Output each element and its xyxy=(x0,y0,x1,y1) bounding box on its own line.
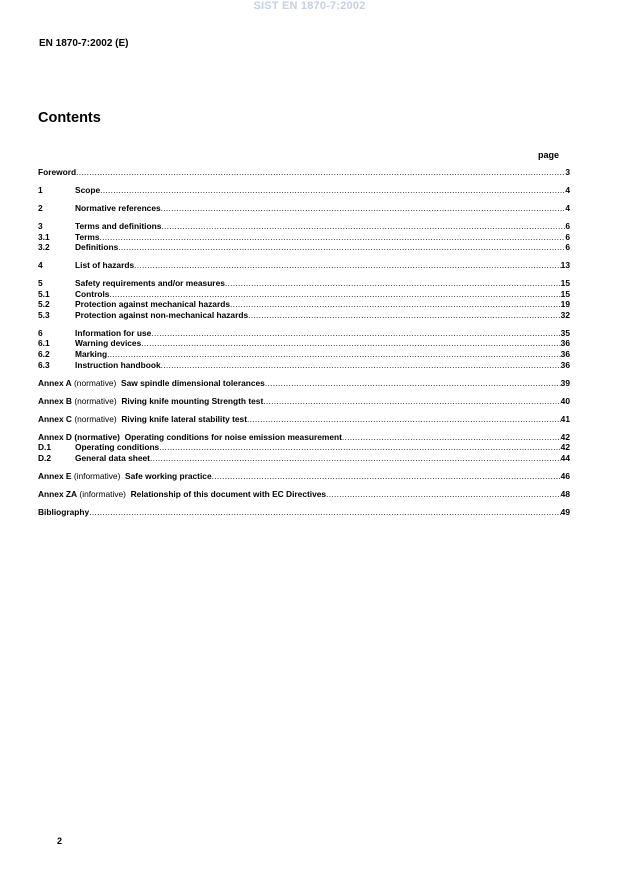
toc-entry-title: Warning devices xyxy=(75,338,142,349)
annex-label: Annex C xyxy=(38,413,72,424)
toc-entry-annex-b[interactable] xyxy=(38,396,570,407)
dot-leader xyxy=(342,432,561,443)
toc-entry-title: Definitions xyxy=(75,242,119,253)
toc-entry-safety-requirements[interactable] xyxy=(38,278,570,289)
toc-entry-number: 6.1 xyxy=(38,338,50,349)
toc-entry-page: 15 xyxy=(560,288,570,299)
dot-leader xyxy=(100,185,565,196)
dot-leader xyxy=(248,310,561,321)
toc-entry-title: Operating conditions xyxy=(75,442,160,453)
toc-entry-number: 6.3 xyxy=(38,359,50,370)
page-column-label: page xyxy=(538,150,560,160)
toc-entry-page: 44 xyxy=(560,452,570,463)
toc-entry-list-of-hazards[interactable] xyxy=(38,260,570,271)
toc-entry-page: 42 xyxy=(560,431,570,442)
toc-entry-title: Bibliography xyxy=(38,506,90,517)
dot-leader xyxy=(141,338,560,349)
toc-entry-title: Protection against mechanical hazards xyxy=(75,299,230,310)
toc-entry-number: 6.2 xyxy=(38,349,50,360)
annex-type: (informative) xyxy=(73,470,121,481)
toc-entry-non-mechanical-hazards[interactable] xyxy=(38,310,570,321)
toc-entry-page: 13 xyxy=(560,260,570,271)
toc-entry-number: 3 xyxy=(38,220,43,231)
toc-entry-title: Terms and definitions xyxy=(75,220,162,231)
toc-entry-title: Instruction handbook xyxy=(75,359,161,370)
annex-label: Annex D xyxy=(38,431,72,442)
dot-leader xyxy=(151,328,560,339)
toc-entry-terms-and-definitions[interactable] xyxy=(38,221,570,232)
toc-entry-page: 40 xyxy=(560,395,570,406)
toc-entry-page: 6 xyxy=(565,242,570,253)
toc-entry-warning-devices[interactable] xyxy=(38,338,570,349)
page-title: Contents xyxy=(38,110,101,126)
toc-entry-page: 36 xyxy=(560,359,570,370)
dot-leader xyxy=(109,289,560,300)
toc-entry-page: 42 xyxy=(560,442,570,453)
toc-entry-page: 4 xyxy=(565,202,570,213)
toc-entry-page: 46 xyxy=(560,470,570,481)
dot-leader xyxy=(76,167,565,178)
dot-leader xyxy=(100,232,566,243)
annex-label: Annex ZA xyxy=(38,488,78,499)
toc-entry-title: Safe working practice xyxy=(125,470,212,481)
toc-entry-number: D.2 xyxy=(38,452,52,463)
annex-type: (normative) xyxy=(74,395,117,406)
toc-entry-number: 3.1 xyxy=(38,231,50,242)
annex-type: (normative) xyxy=(74,431,120,442)
toc-entry-title: Information for use xyxy=(75,327,152,338)
toc-entry-marking[interactable] xyxy=(38,349,570,360)
toc-entry-page: 48 xyxy=(560,488,570,499)
toc-entry-page: 3 xyxy=(565,167,570,177)
page-number: 2 xyxy=(57,836,63,846)
table-of-contents xyxy=(38,167,570,517)
dot-leader xyxy=(150,453,561,464)
annex-label: Annex E xyxy=(38,470,72,481)
toc-entry-instruction-handbook[interactable] xyxy=(38,360,570,371)
toc-entry-title: Operating conditions for noise emission measurement xyxy=(124,431,342,442)
toc-entry-number: 1 xyxy=(38,184,43,195)
dot-leader xyxy=(263,396,560,407)
document-id: EN 1870-7:2002 (E) xyxy=(39,38,129,49)
toc-entry-page: 36 xyxy=(560,338,570,349)
toc-entry-page: 41 xyxy=(560,413,570,424)
toc-entry-mechanical-hazards[interactable] xyxy=(38,299,570,310)
toc-entry-annex-a[interactable] xyxy=(38,378,570,389)
toc-entry-number: 5.3 xyxy=(38,309,50,320)
toc-entry-bibliography[interactable] xyxy=(38,507,570,518)
toc-entry-page: 15 xyxy=(560,278,570,289)
toc-entry-foreword[interactable] xyxy=(38,167,570,178)
toc-entry-title: Riving knife lateral stability test xyxy=(121,413,247,424)
dot-leader xyxy=(225,278,561,289)
toc-entry-title: Relationship of this document with EC Directives xyxy=(130,488,327,499)
toc-entry-normative-references[interactable] xyxy=(38,203,570,214)
toc-entry-page: 19 xyxy=(560,299,570,310)
dot-leader xyxy=(161,360,561,371)
dot-leader xyxy=(161,203,566,214)
toc-entry-page: 4 xyxy=(565,184,570,195)
toc-entry-title: Normative references xyxy=(75,202,161,213)
toc-entry-title: List of hazards xyxy=(75,260,135,271)
dot-leader xyxy=(134,260,561,271)
dot-leader xyxy=(265,378,561,389)
toc-entry-title: Terms xyxy=(75,231,100,242)
toc-entry-title: Controls xyxy=(75,288,110,299)
toc-entry-information-for-use[interactable] xyxy=(38,328,570,339)
toc-entry-number: D.1 xyxy=(38,442,52,453)
dot-leader xyxy=(230,299,561,310)
toc-entry-title: Marking xyxy=(75,349,108,360)
watermark: SIST EN 1870-7:2002 xyxy=(253,0,366,12)
toc-entry-annex-e[interactable] xyxy=(38,471,570,482)
dot-leader xyxy=(89,507,560,518)
toc-entry-page: 39 xyxy=(560,377,570,388)
toc-entry-terms[interactable] xyxy=(38,232,570,243)
dot-leader xyxy=(118,242,565,253)
annex-type: (informative) xyxy=(79,488,126,499)
toc-entry-title: Riving knife mounting Strength test xyxy=(121,395,264,406)
toc-entry-page: 6 xyxy=(565,220,570,231)
toc-entry-page: 49 xyxy=(560,506,570,517)
toc-entry-page: 32 xyxy=(560,309,570,320)
toc-entry-title: Scope xyxy=(75,184,101,195)
annex-label: Annex A xyxy=(38,377,72,388)
toc-entry-number: 5.1 xyxy=(38,288,50,299)
annex-type: (normative) xyxy=(74,413,117,424)
toc-entry-title: Saw spindle dimensional tolerances xyxy=(121,377,265,388)
toc-entry-scope[interactable] xyxy=(38,185,570,196)
toc-entry-page: 35 xyxy=(560,327,570,338)
toc-entry-page: 36 xyxy=(560,349,570,360)
toc-entry-controls[interactable] xyxy=(38,289,570,300)
toc-entry-number: 5.2 xyxy=(38,299,50,310)
dot-leader xyxy=(247,414,561,425)
dot-leader xyxy=(107,349,561,360)
dot-leader xyxy=(159,442,560,453)
toc-entry-number: 5 xyxy=(38,278,43,289)
toc-entry-title: Foreword xyxy=(38,167,77,177)
toc-entry-number: 6 xyxy=(38,327,43,338)
dot-leader xyxy=(161,221,565,232)
toc-entry-operating-conditions[interactable] xyxy=(38,442,570,453)
annex-label: Annex B xyxy=(38,395,72,406)
toc-entry-title: Protection against non-mechanical hazards xyxy=(75,309,249,320)
annex-type: (normative) xyxy=(74,377,117,388)
toc-entry-number: 4 xyxy=(38,260,43,271)
toc-entry-annex-c[interactable] xyxy=(38,414,570,425)
toc-entry-page: 6 xyxy=(565,231,570,242)
toc-entry-number: 3.2 xyxy=(38,242,50,253)
toc-entry-title: General data sheet xyxy=(75,452,150,463)
dot-leader xyxy=(212,471,561,482)
toc-entry-title: Safety requirements and/or measures xyxy=(75,278,225,289)
toc-entry-annex-d[interactable] xyxy=(38,432,570,443)
dot-leader xyxy=(326,489,561,500)
toc-entry-definitions[interactable] xyxy=(38,242,570,253)
toc-entry-number: 2 xyxy=(38,202,43,213)
toc-entry-general-data-sheet[interactable] xyxy=(38,453,570,464)
toc-entry-annex-za[interactable] xyxy=(38,489,570,500)
